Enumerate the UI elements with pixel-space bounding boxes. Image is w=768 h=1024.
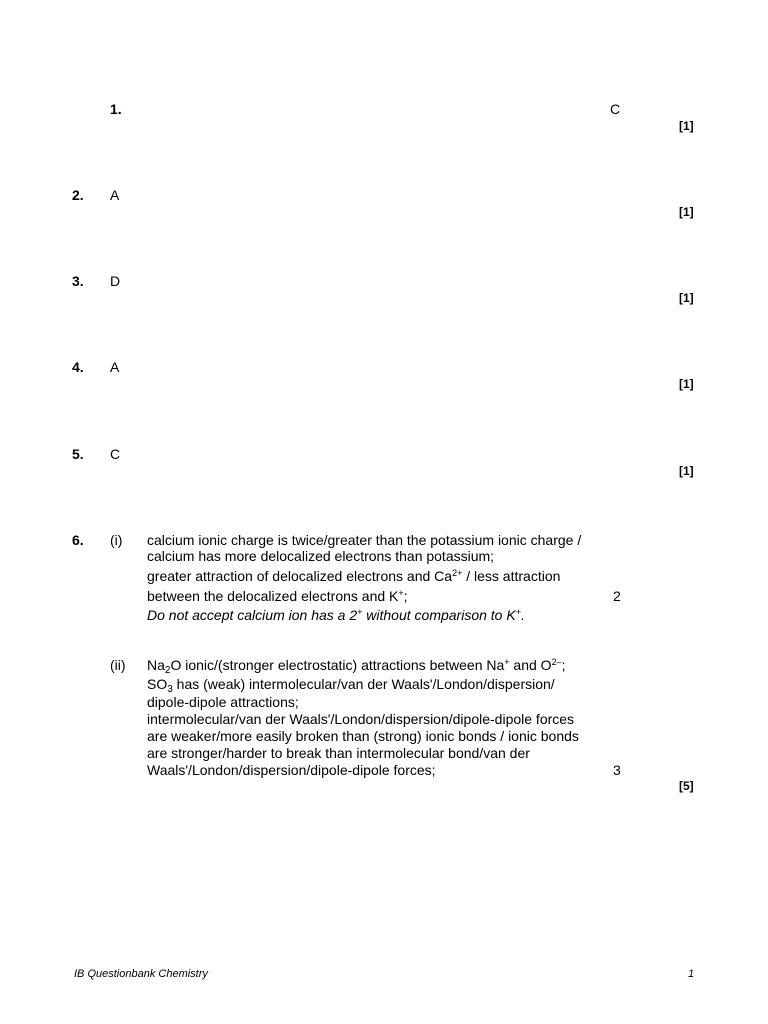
text-segment: without comparison to K bbox=[362, 607, 516, 623]
answer-line bbox=[147, 568, 560, 584]
question-number: 2. bbox=[72, 187, 84, 203]
marks: [1] bbox=[679, 205, 694, 219]
answer-line bbox=[147, 657, 566, 676]
marks: [1] bbox=[679, 464, 694, 478]
answer-line bbox=[147, 588, 408, 604]
superscript: 2– bbox=[551, 657, 562, 667]
page-number: 1 bbox=[688, 968, 695, 980]
text-segment: / less attraction bbox=[462, 568, 561, 584]
question-number: 5. bbox=[72, 446, 84, 462]
part-marks: 3 bbox=[613, 762, 621, 778]
superscript: + bbox=[515, 607, 521, 617]
answer-line: Waals'/London/dispersion/dipole-dipole forces; bbox=[147, 762, 436, 778]
answer-line: are stronger/harder to break than intermolecular bond/van der bbox=[147, 745, 530, 761]
text-segment: greater attraction of delocalized electrons and Ca bbox=[147, 568, 453, 584]
question-number: 6. bbox=[72, 532, 84, 548]
total-marks: [5] bbox=[679, 779, 694, 793]
question-number: 1. bbox=[110, 101, 122, 117]
answer-line: dipole-dipole attractions; bbox=[147, 694, 299, 710]
answer-line bbox=[147, 676, 555, 695]
answer-line: calcium has more delocalized electrons than potassium; bbox=[147, 548, 495, 564]
marks: [1] bbox=[679, 119, 694, 133]
part-label: (i) bbox=[110, 532, 123, 548]
answer-line: calcium ionic charge is twice/greater than the potassium ionic charge / bbox=[147, 532, 582, 548]
marks: [1] bbox=[679, 291, 694, 305]
text-segment: . bbox=[520, 607, 525, 623]
question-number: 3. bbox=[72, 273, 84, 289]
text-segment: Do not accept calcium ion has a 2 bbox=[147, 607, 358, 623]
text-segment: ; bbox=[561, 657, 566, 673]
superscript: + bbox=[504, 657, 510, 667]
question-number: 4. bbox=[72, 359, 84, 375]
answer: A bbox=[110, 359, 120, 375]
footer-source: IB Questionbank Chemistry bbox=[74, 968, 208, 980]
text-segment: between the delocalized electrons and K bbox=[147, 588, 399, 604]
text-segment: O ionic/(stronger electrostatic) attractions between Na bbox=[170, 657, 505, 673]
answer-line: are weaker/more easily broken than (strong) ionic bonds / ionic bonds bbox=[147, 728, 579, 744]
part-marks: 2 bbox=[613, 588, 621, 604]
text-segment: has (weak) intermolecular/van der Waals'/London/dispersion/ bbox=[172, 676, 555, 692]
text-segment: Na bbox=[147, 657, 165, 673]
text-segment: and O bbox=[509, 657, 552, 673]
answer-note bbox=[147, 607, 525, 623]
answer: C bbox=[110, 446, 121, 462]
answer-line: intermolecular/van der Waals'/London/dispersion/dipole-dipole forces bbox=[147, 711, 575, 727]
text-segment: SO bbox=[147, 676, 168, 692]
superscript: 2+ bbox=[452, 568, 463, 578]
superscript: + bbox=[357, 607, 363, 617]
answer: C bbox=[610, 101, 621, 117]
part-label: (ii) bbox=[110, 657, 126, 673]
subscript: 3 bbox=[167, 684, 173, 695]
answer: A bbox=[110, 187, 120, 203]
marks: [1] bbox=[679, 377, 694, 391]
answer: D bbox=[110, 273, 121, 289]
superscript: + bbox=[398, 588, 404, 598]
text-segment: ; bbox=[403, 588, 408, 604]
subscript: 2 bbox=[164, 665, 171, 676]
